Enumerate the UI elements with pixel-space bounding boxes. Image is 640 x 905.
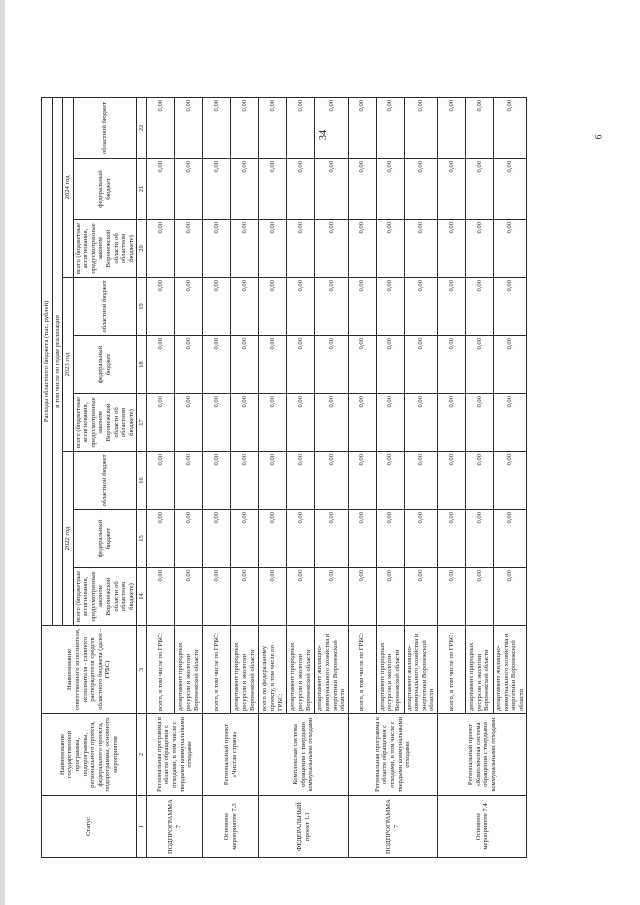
header-year-2022: 2022 год <box>63 452 74 626</box>
value-cell: 0,00 <box>175 510 203 568</box>
value-cell: 0,00 <box>259 336 287 394</box>
executor-cell: департамент природных ресурсов и экологии Воронежской области <box>175 626 203 714</box>
value-cell: 0,00 <box>376 510 404 568</box>
col-index: 18 <box>137 336 147 394</box>
value-cell: 0,00 <box>147 336 175 394</box>
header-name: Наименование государственной программы, подпрограммы, регионального проекта, федерального проекта, подпрограммы, основного мероприятия <box>42 714 137 796</box>
scan-edge <box>0 0 5 905</box>
value-cell: 0,00 <box>493 336 526 394</box>
value-cell: 0,00 <box>259 97 287 158</box>
value-cell: 0,00 <box>147 568 175 626</box>
value-cell: 0,00 <box>259 510 287 568</box>
value-cell: 0,00 <box>437 510 465 568</box>
value-cell: 0,00 <box>147 394 175 452</box>
value-cell: 0,00 <box>465 159 493 220</box>
header-executor: Наименование ответственного исполнителя, исполнителя - главного распорядителя средств областного бюджета (далее - ГРБС) <box>42 626 137 714</box>
value-cell: 0,00 <box>175 159 203 220</box>
value-cell: 0,00 <box>404 220 437 278</box>
value-cell: 0,00 <box>437 394 465 452</box>
value-cell: 0,00 <box>175 97 203 158</box>
status-cell: ПОДПРОГРАММА 7 <box>348 796 437 858</box>
value-cell: 0,00 <box>493 452 526 510</box>
value-cell: 0,00 <box>437 452 465 510</box>
value-cell: 0,00 <box>315 220 348 278</box>
value-cell: 0,00 <box>175 452 203 510</box>
value-cell: 0,00 <box>231 510 259 568</box>
header-year-2023: 2023 год <box>63 278 74 452</box>
header-regional-2022: областной бюджет <box>73 452 137 510</box>
value-cell: 0,00 <box>437 159 465 220</box>
value-cell: 0,00 <box>404 568 437 626</box>
status-cell: Основное мероприятие 7.3 <box>203 796 259 858</box>
value-cell: 0,00 <box>437 220 465 278</box>
value-cell: 0,00 <box>287 159 315 220</box>
program-name-cell: Региональная программа в области обращения с отходами, в том числе с твердыми коммунальными отходами <box>147 714 203 796</box>
header-federal-2022: федеральный бюджет <box>73 510 137 568</box>
value-cell: 0,00 <box>287 452 315 510</box>
executor-cell: департамент природных ресурсов и экологии Воронежской области <box>231 626 259 714</box>
column-index-row <box>137 97 147 857</box>
value-cell: 0,00 <box>231 278 259 336</box>
value-cell: 0,00 <box>493 394 526 452</box>
value-cell: 0,00 <box>404 394 437 452</box>
value-cell: 0,00 <box>203 97 231 158</box>
value-cell: 0,00 <box>404 510 437 568</box>
value-cell: 0,00 <box>315 336 348 394</box>
status-cell: Основное мероприятие 7.4 <box>437 796 526 858</box>
value-cell: 0,00 <box>465 452 493 510</box>
table-row <box>259 97 287 857</box>
value-cell: 0,00 <box>376 97 404 158</box>
header-total-2024: всего (бюджетные ассигнования, предусмотренные законом Воронежской области об областном бюджете) <box>73 220 137 278</box>
value-cell: 0,00 <box>231 159 259 220</box>
header-total-2023: всего (бюджетные ассигнования, предусмотренные законом Воронежской области об областном бюджете) <box>73 394 137 452</box>
value-cell: 0,00 <box>287 568 315 626</box>
value-cell: 0,00 <box>147 220 175 278</box>
status-cell: ПОДПРОГРАММА 7 <box>147 796 203 858</box>
header-by-years: в том числе по годам реализации <box>52 97 63 625</box>
corner-mark: 6 <box>593 134 604 140</box>
executor-cell: департамент природных ресурсов и экологии Воронежской области <box>376 626 404 714</box>
value-cell: 0,00 <box>493 159 526 220</box>
executor-cell: департамент жилищно-коммунального хозяйства и энергетики Воронежской области <box>404 626 437 714</box>
table-row <box>437 97 465 857</box>
value-cell: 0,00 <box>203 394 231 452</box>
value-cell: 0,00 <box>203 220 231 278</box>
col-index: 2 <box>137 714 147 796</box>
value-cell: 0,00 <box>147 159 175 220</box>
value-cell: 0,00 <box>493 220 526 278</box>
col-index: 22 <box>137 97 147 158</box>
executor-cell: департамент природных ресурсов и экологии Воронежской области <box>465 626 493 714</box>
value-cell: 0,00 <box>404 97 437 158</box>
value-cell: 0,00 <box>348 452 376 510</box>
value-cell: 0,00 <box>287 336 315 394</box>
col-index: 21 <box>137 159 147 220</box>
value-cell: 0,00 <box>287 220 315 278</box>
value-cell: 0,00 <box>287 97 315 158</box>
value-cell: 0,00 <box>203 159 231 220</box>
table-row <box>348 97 376 857</box>
value-cell: 0,00 <box>175 568 203 626</box>
value-cell: 0,00 <box>376 220 404 278</box>
value-cell: 0,00 <box>147 97 175 158</box>
value-cell: 0,00 <box>376 159 404 220</box>
value-cell: 0,00 <box>287 510 315 568</box>
col-index: 16 <box>137 452 147 510</box>
value-cell: 0,00 <box>465 97 493 158</box>
value-cell: 0,00 <box>404 159 437 220</box>
value-cell: 0,00 <box>147 452 175 510</box>
value-cell: 0,00 <box>348 510 376 568</box>
value-cell: 0,00 <box>203 568 231 626</box>
value-cell: 0,00 <box>493 97 526 158</box>
value-cell: 0,00 <box>348 159 376 220</box>
executor-cell: всего, в том числе по ГРБС: <box>348 626 376 714</box>
value-cell: 0,00 <box>376 278 404 336</box>
value-cell: 0,00 <box>348 97 376 158</box>
value-cell: 0,00 <box>259 220 287 278</box>
budget-table-body <box>147 97 527 857</box>
value-cell: 0,00 <box>348 394 376 452</box>
value-cell: 0,00 <box>287 278 315 336</box>
value-cell: 0,00 <box>203 336 231 394</box>
program-name-cell: Региональный проект «Чистая страна» <box>203 714 259 796</box>
value-cell: 0,00 <box>147 278 175 336</box>
value-cell: 0,00 <box>348 336 376 394</box>
value-cell: 0,00 <box>231 394 259 452</box>
value-cell: 0,00 <box>315 394 348 452</box>
value-cell: 0,00 <box>376 336 404 394</box>
value-cell: 0,00 <box>231 97 259 158</box>
header-status: Статус <box>42 796 137 858</box>
header-regional-2023: областной бюджет <box>73 278 137 336</box>
value-cell: 0,00 <box>203 452 231 510</box>
value-cell: 0,00 <box>259 278 287 336</box>
value-cell: 0,00 <box>493 278 526 336</box>
value-cell: 0,00 <box>315 568 348 626</box>
value-cell: 0,00 <box>175 278 203 336</box>
value-cell: 0,00 <box>348 278 376 336</box>
value-cell: 0,00 <box>465 336 493 394</box>
value-cell: 0,00 <box>315 97 348 158</box>
value-cell: 0,00 <box>147 510 175 568</box>
rotated-budget-table-page <box>41 98 525 858</box>
value-cell: 0,00 <box>404 278 437 336</box>
col-index: 1 <box>137 796 147 858</box>
status-cell: ФЕДЕРАЛЬНЫЙ проект 1.1 <box>259 796 348 858</box>
executor-cell: всего, в том числе по ГРБС: <box>437 626 465 714</box>
header-year-2024: 2024 год <box>63 97 74 277</box>
executor-cell: департамент жилищно-коммунального хозяйства и энергетики Воронежской области <box>493 626 526 714</box>
table-row <box>147 97 175 857</box>
value-cell: 0,00 <box>465 568 493 626</box>
program-name-cell: Региональный проект «Комплексная система обращения с твердыми коммунальными отходами <box>437 714 526 796</box>
value-cell: 0,00 <box>231 568 259 626</box>
header-federal-2024: федеральный бюджет <box>73 159 137 220</box>
value-cell: 0,00 <box>465 510 493 568</box>
program-name-cell: Региональная программа в области обращения с отходами, в том числе с твердыми коммунальными отходами <box>348 714 437 796</box>
value-cell: 0,00 <box>315 510 348 568</box>
executor-cell: всего по федеральному проекту, в том числе по ГРБС: <box>259 626 287 714</box>
value-cell: 0,00 <box>175 394 203 452</box>
value-cell: 0,00 <box>259 452 287 510</box>
col-index: 3 <box>137 626 147 714</box>
budget-table <box>41 97 527 858</box>
value-cell: 0,00 <box>203 278 231 336</box>
col-index: 17 <box>137 394 147 452</box>
value-cell: 0,00 <box>404 452 437 510</box>
value-cell: 0,00 <box>315 452 348 510</box>
table-row <box>203 97 231 857</box>
header-regional-2024: областной бюджет <box>73 97 137 158</box>
page-number: 34 <box>318 130 329 140</box>
value-cell: 0,00 <box>493 510 526 568</box>
value-cell: 0,00 <box>231 336 259 394</box>
value-cell: 0,00 <box>259 159 287 220</box>
value-cell: 0,00 <box>437 336 465 394</box>
executor-cell: департамент природных ресурсов и экологии Воронежской области <box>287 626 315 714</box>
value-cell: 0,00 <box>437 97 465 158</box>
value-cell: 0,00 <box>465 220 493 278</box>
value-cell: 0,00 <box>493 568 526 626</box>
header-expenses: Расходы областного бюджета (тыс. рублей) <box>42 97 53 625</box>
header-total-2022: всего (бюджетные ассигнования, предусмотренные законом Воронежской области об областном бюджете) <box>73 568 137 626</box>
value-cell: 0,00 <box>348 568 376 626</box>
value-cell: 0,00 <box>259 568 287 626</box>
program-name-cell: Комплексная система обращения с твердыми коммунальными отходами <box>259 714 348 796</box>
executor-cell: всего, в том числе по ГРБС: <box>203 626 231 714</box>
value-cell: 0,00 <box>348 220 376 278</box>
col-index: 15 <box>137 510 147 568</box>
value-cell: 0,00 <box>231 220 259 278</box>
col-index: 20 <box>137 220 147 278</box>
value-cell: 0,00 <box>437 568 465 626</box>
executor-cell: департамент жилищно-коммунального хозяйства и энергетики Воронежской области <box>315 626 348 714</box>
value-cell: 0,00 <box>315 278 348 336</box>
value-cell: 0,00 <box>287 394 315 452</box>
col-index: 14 <box>137 568 147 626</box>
value-cell: 0,00 <box>465 394 493 452</box>
value-cell: 0,00 <box>376 568 404 626</box>
value-cell: 0,00 <box>437 278 465 336</box>
value-cell: 0,00 <box>465 278 493 336</box>
header-federal-2023: федеральный бюджет <box>73 336 137 394</box>
value-cell: 0,00 <box>231 452 259 510</box>
executor-cell: всего, в том числе по ГРБС: <box>147 626 175 714</box>
col-index: 19 <box>137 278 147 336</box>
value-cell: 0,00 <box>203 510 231 568</box>
value-cell: 0,00 <box>175 336 203 394</box>
value-cell: 0,00 <box>404 336 437 394</box>
value-cell: 0,00 <box>315 159 348 220</box>
value-cell: 0,00 <box>259 394 287 452</box>
value-cell: 0,00 <box>376 452 404 510</box>
value-cell: 0,00 <box>175 220 203 278</box>
value-cell: 0,00 <box>376 394 404 452</box>
